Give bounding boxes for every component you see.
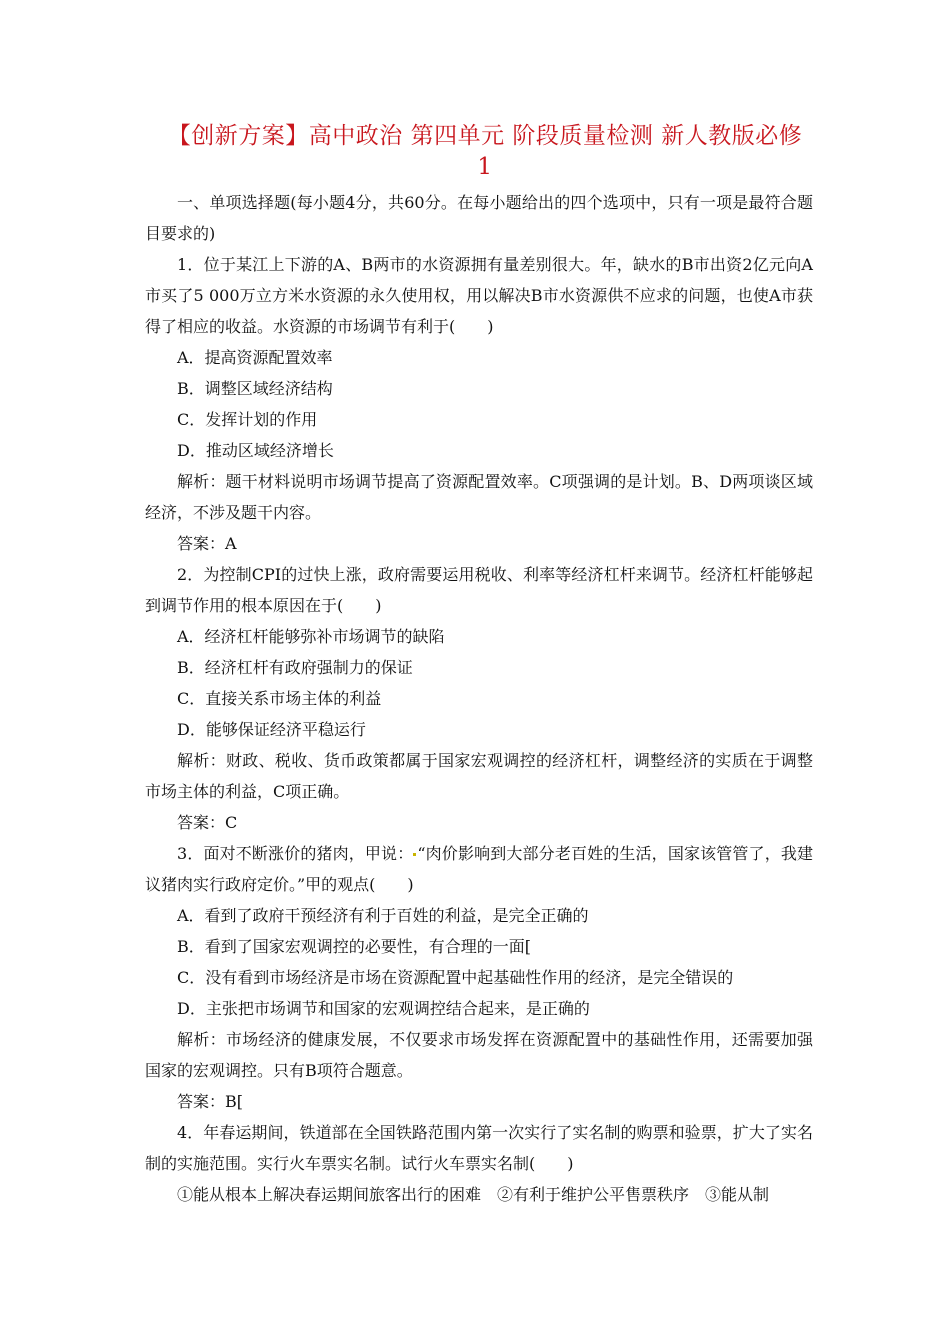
option-b: B．调整区域经济结构: [177, 379, 333, 398]
option-d: D．能够保证经济平稳运行: [177, 720, 366, 739]
answer: 答案：A: [177, 534, 237, 553]
question-stem: 1．位于某江上下游的A、B两市的水资源拥有量差别很大。年，缺水的B市出资2亿元向A市买了5 000万立方米水资源的永久使用权，用以解决B市水资源供不应求的问题，也使A市获得了相应的收益。水资源的市场调节有利于( ): [145, 255, 813, 336]
option-a: A．经济杠杆能够弥补市场调节的缺陷: [177, 627, 445, 646]
question-4: [145, 1117, 813, 1210]
question-stem: 2．为控制CPI的过快上涨，政府需要运用税收、利率等经济杠杆来调节。经济杠杆能够起到调节作用的根本原因在于( ): [145, 565, 813, 615]
question-stem-part-2: “肉价影响到大部分老百姓的生活，国家该管管了，我建议猪肉实行政府定价。”甲的观点( ): [145, 844, 813, 894]
answer: 答案：C: [177, 813, 238, 832]
option-b: B．看到了国家宏观调控的必要性，有合理的一面[: [177, 937, 532, 956]
question-2: [145, 559, 813, 838]
question-stem: [145, 838, 813, 900]
question-stem: 4．年春运期间，铁道部在全国铁路范围内第一次实行了实名制的购票和验票，扩大了实名制的实施范围。实行火车票实名制。试行火车票实名制( ): [145, 1123, 813, 1173]
title-line-1: 【创新方案】高中政治 第四单元 阶段质量检测 新人教版必修: [167, 123, 803, 149]
document-body: [145, 187, 813, 1210]
option-d: D．推动区域经济增长: [177, 441, 334, 460]
option-c: C．没有看到市场经济是市场在资源配置中起基础性作用的经济，是完全错误的: [177, 968, 734, 987]
question-1: [145, 249, 813, 559]
option-c: C．发挥计划的作用: [177, 410, 318, 429]
answer: 答案：B[: [177, 1092, 244, 1111]
question-stem-part-1: 3．面对不断涨价的猪肉，甲说：: [177, 844, 414, 863]
option-b: B．经济杠杆有政府强制力的保证: [177, 658, 413, 677]
statement-items: ①能从根本上解决春运期间旅客出行的困难 ②有利于维护公平售票秩序 ③能从制: [177, 1185, 770, 1204]
analysis: 解析：市场经济的健康发展，不仅要求市场发挥在资源配置中的基础性作用，还需要加强国家的宏观调控。只有B项符合题意。: [145, 1030, 813, 1080]
analysis: 解析：财政、税收、货币政策都属于国家宏观调控的经济杠杆，调整经济的实质在于调整市场主体的利益，C项正确。: [145, 751, 813, 801]
title-line-2: 1: [477, 154, 493, 180]
option-a: A．看到了政府干预经济有利于百姓的利益，是完全正确的: [177, 906, 589, 925]
marker-dot: [413, 853, 416, 856]
section-heading: 一、单项选择题(每小题4分，共60分。在每小题给出的四个选项中，只有一项是最符合题目要求的): [145, 193, 813, 243]
option-d: D．主张把市场调节和国家的宏观调控结合起来，是正确的: [177, 999, 590, 1018]
question-3: [145, 838, 813, 1117]
analysis: 解析：题干材料说明市场调节提高了资源配置效率。C项强调的是计划。B、D两项谈区域经济，不涉及题干内容。: [145, 472, 813, 522]
option-c: C．直接关系市场主体的利益: [177, 689, 382, 708]
option-a: A．提高资源配置效率: [177, 348, 333, 367]
document-title: [145, 121, 825, 183]
